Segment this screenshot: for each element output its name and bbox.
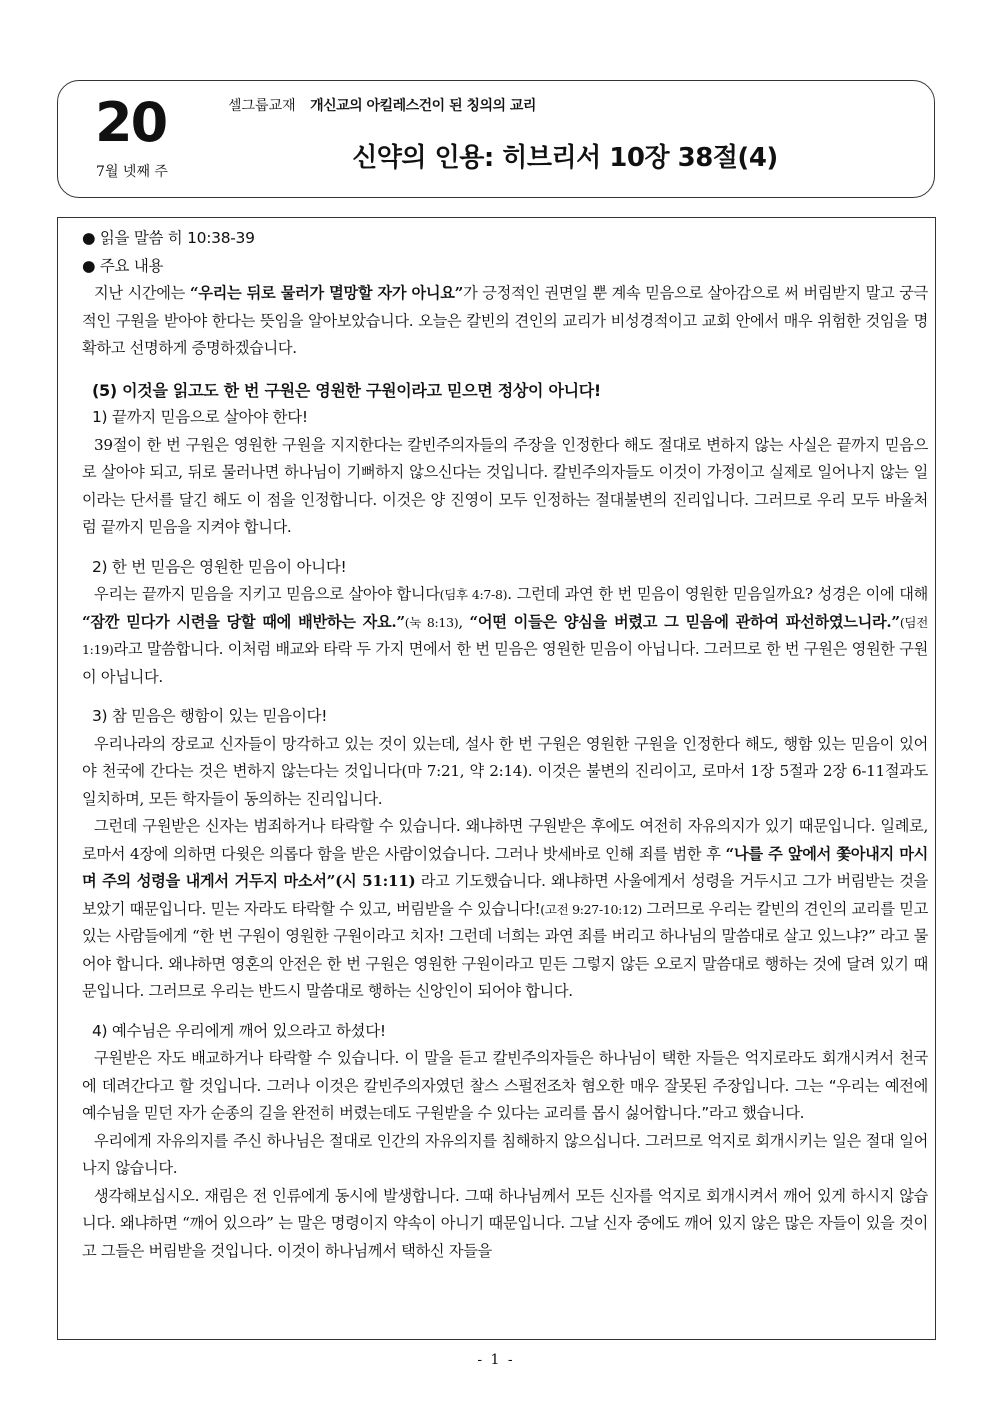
subsection-4-paragraph-3: 생각해보십시오. 재림은 전 인류에게 동시에 발생합니다. 그때 하나님께서 모든 신자를 억지로 회개시켜서 깨어 있게 하시지 않습니다. 왜냐하면 “깨어 있으라” 는 말은 명령이지 약속이 아니기 때문입니다. 그날 신자 중에도 깨어 있지 않은 많은 자들이 있을 것이고 그들은 버림받을 것입니다. 이것이 하나님께서 택하신 자들을 — [82, 1186, 928, 1260]
series-title: 개신교의 아킬레스건이 된 칭의의 교리 — [310, 98, 536, 114]
lesson-number: 20 — [95, 91, 167, 154]
s3-text-b: 라고 기도했습니다. 왜냐하면 사울에게서 성령을 거두시고 그가 버림받는 것을 보았기 때문입니다. 믿는 자라도 타락할 수 있고, 버림받을 수 있습니다! — [82, 872, 928, 918]
subsection-2-heading: 2) 한 번 믿음은 영원한 믿음이 아니다! — [92, 557, 347, 576]
s2-ref-2: (눅 8:13) — [404, 614, 459, 630]
s2-text-a: 우리는 끝까지 믿음을 지키고 믿음으로 살아야 합니다 — [94, 585, 440, 603]
intro-text-c: 가 긍정적인 권면일 뿐 계속 믿음으로 살아감으로 써 버림받지 말고 궁극적인 구원을 받아야 한다는 뜻임을 알아보았습니다. 오늘은 칼빈의 견인의 교리가 비성경적이고 교회 안에서 매우 위험한 것임을 명확하고 선명하게 증명하겠습니다. — [82, 284, 928, 357]
subsection-3-paragraph-2 — [82, 813, 928, 1006]
s2-text-c: , — [458, 612, 470, 631]
s2-text-d: 라고 말씀합니다. 이처럼 배교와 타락 두 가지 면에서 한 번 믿음은 영원한 믿음이 아닙니다. 그러므로 한 번 구원은 영원한 구원이 아닙니다. — [82, 640, 928, 686]
subsection-3-heading: 3) 참 믿음은 행함이 있는 믿음이다! — [92, 707, 328, 725]
subsection-1-paragraph: 39절이 한 번 구원은 영원한 구원을 지지한다는 칼빈주의자들의 주장을 인정한다 해도 절대로 변하지 않는 사실은 끝까지 믿음으로 살아야 되고, 뒤로 물러나면 하나님이 기뻐하지 않으신다는 것입니다. 칼빈주의자들도 이것이 가정이고 실제로 일어나지 않는 일이라는 단서를 달긴 해도 이 점을 인정합니다. 이것은 양 진영이 모두 인정하는 절대불변의 진리입니다. 그러므로 우리 모두 바울처럼 끝까지 믿음을 지켜야 합니다. — [82, 435, 928, 536]
section-5-heading: (5) 이것을 읽고도 한 번 구원은 영원한 구원이라고 믿으면 정상이 아니다! — [92, 380, 601, 400]
subsection-4-heading: 4) 예수님은 우리에게 깨어 있으라고 하셨다! — [92, 1021, 386, 1040]
content-box — [57, 217, 936, 1340]
intro-quote: “우리는 뒤로 물러가 멸망할 자가 아니요” — [189, 284, 464, 302]
page-number: - 1 - — [477, 1352, 515, 1368]
series-line — [228, 96, 536, 116]
subsection-4-paragraph-2: 우리에게 자유의지를 주신 하나님은 절대로 인간의 자유의지를 침해하지 않으십니다. 그러므로 억지로 회개시키는 일은 절대 일어나지 않습니다. — [82, 1131, 928, 1177]
subsection-1-heading: 1) 끝까지 믿음으로 살아야 한다! — [92, 408, 308, 426]
subsection-2-paragraph — [82, 581, 928, 691]
s2-quote-1: “잠깐 믿다가 시련을 당할 때에 배반하는 자요.” — [82, 612, 405, 631]
s3-text-a: 그런데 구원받은 신자는 범죄하거나 타락할 수 있습니다. 왜냐하면 구원받은 후에도 여전히 자유의지가 있기 때문입니다. 일례로, 로마서 4장에 의하면 다윗은 의롭다 함을 받은 사람이었습니다. 그러나 밧세바로 인해 죄를 범한 후 — [82, 817, 928, 863]
s3-quote: “나를 주 앞에서 쫓아내지 마시며 주의 성령을 내게서 거두지 마소서”(시 51:11) — [82, 844, 928, 890]
s2-ref-1: (딤후 4:7-8) — [439, 587, 508, 602]
lesson-title: 신약의 인용: 히브리서 10장 38절(4) — [352, 143, 778, 173]
lesson-week: 7월 넷째 주 — [96, 164, 168, 180]
s4-text-a: 구원받은 자도 배교하거나 타락할 수 있습니다. 이 말을 듣고 칼빈주의자들은 하나님이 택한 자들은 억지로라도 회개시켜서 천국에 데려간다고 할 것입니다. 그러나 이것은 칼빈주의자였던 찰스 스펄전조차 혐오한 매우 잘못된 주장입니다. 그는 — [82, 1049, 928, 1095]
s3-text-c: 그러므로 우리는 칼빈의 견인의 교리를 믿고 있는 사람들에게 “한 번 구원이 영원한 구원이라고 치자! 그런데 너희는 과연 죄를 버리고 하나님의 말씀대로 살고 있느냐?” 라고 물어야 합니다. 왜냐하면 영혼의 안전은 한 번 구원은 영원한 구원이라고 믿든 그렇지 않든 오로지 말씀대로 행하는 것에 달려 있기 때문입니다. 그러므로 우리는 반드시 말씀대로 행하는 신앙인이 되어야 합니다. — [82, 899, 928, 1000]
s2-text-b: . 그런데 과연 한 번 믿음이 영원한 믿음일까요? 성경은 이에 대해 — [507, 585, 928, 603]
intro-paragraph — [82, 280, 928, 363]
subsection-3-paragraph-1: 우리나라의 장로교 신자들이 망각하고 있는 것이 있는데, 설사 한 번 구원은 영원한 구원을 인정한다 해도, 행함 있는 믿음이 있어야 천국에 간다는 것은 변하지 않는다는 것입니다(마 7:21, 약 2:14). 이것은 불변의 진리이고, 로마서 1장 5절과 2장 6-11절과도 일치하며, 모든 학자들이 동의하는 진리입니다. — [82, 734, 928, 808]
series-label: 셀그룹교재 — [228, 98, 296, 114]
reading-bullet: ● 읽을 말씀 히 10:38-39 — [82, 229, 255, 247]
s2-quote-2: “어떤 이들은 양심을 버렸고 그 믿음에 관하여 파선하였느니라.” — [469, 612, 900, 631]
s4-text-b: 라고 했습니다. — [708, 1104, 805, 1122]
s4-quote: “우리는 예전에 예수님을 믿던 자가 순종의 길을 완전히 버렸는데도 구원받을 수 있다는 교리를 몹시 싫어합니다.” — [82, 1076, 929, 1122]
subsection-4-paragraph-1 — [82, 1045, 928, 1128]
content-body — [82, 225, 928, 1265]
s2-ref-3: (딤전 1:19) — [82, 614, 928, 657]
s3-ref: (고전 9:27-10:12) — [540, 901, 642, 917]
intro-text-a: 지난 시간에는 — [94, 284, 190, 302]
main-content-bullet: ● 주요 내용 — [82, 256, 164, 275]
